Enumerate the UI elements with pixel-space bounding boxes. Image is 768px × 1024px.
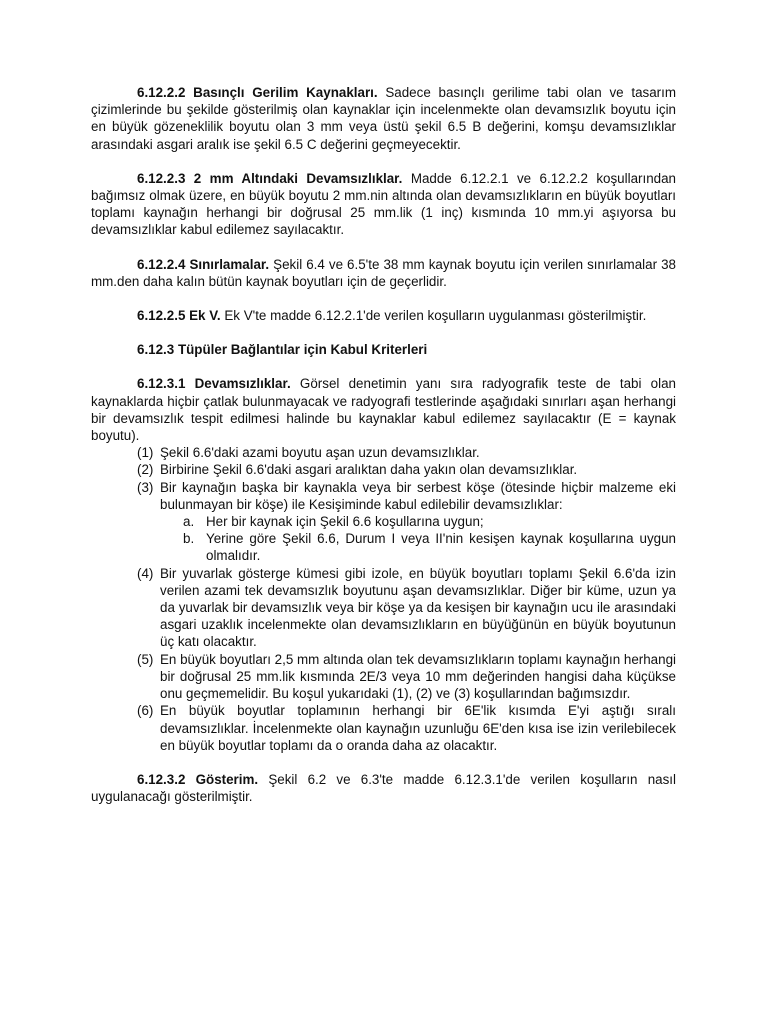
section-text: Görsel denetimin yanı sıra radyografik teste de tabi olan kaynaklarda hiçbir çatlak bulunmayacak ve radyografi testlerinde aşağıdaki sınırları aşan herhangi bir devamsızlık tespit edilmesi halinde bu kaynaklar kabul edilemez sayılacaktır (E = kaynak boyutu). (91, 376, 677, 444)
section-6-12-3-2 (91, 771, 676, 805)
section-heading: 6.12.3 Tüpüler Bağlantılar için Kabul Kriterleri (137, 342, 428, 358)
list-item-text: En büyük boyutları 2,5 mm altında olan tek devamsızlıkların toplamı kaynağın herhangi bir doğrusal 25 mm.lik kısmında 2E/3 veya 10 mm değerinden hangisi daha küçükse onu geçmemelidir. Bu koşul yukarıdaki (1), (2) ve (3) koşullarından bağımsızdır. (160, 651, 676, 702)
document-page (91, 84, 676, 822)
list-item (91, 651, 676, 703)
list-item (91, 444, 676, 461)
list-item-text: Bir yuvarlak gösterge kümesi gibi izole, en büyük boyutları toplamı Şekil 6.6'da izin verilen azami tek devamsızlık boyutunu aşan devamsızlıklar. Diğer bir küme, uzun ya da yuvarlak bir devamsızlık veya bir köşe ya da kesişen bir kaynağın ucu ile arasındaki asgari uzaklık incelenmekte olan devamsızlıkların en büyüğünün en büyük boyutunun üç katı olacaktır. (160, 565, 676, 650)
list-item-text: En büyük boyutlar toplamının herhangi bir 6E'lik kısımda E'yi aştığı sıralı devamsızlıklar. İncelenmekte olan kaynağın uzunluğu 6E'den kısa ise izin verilebilecek en büyük boyutlar toplamı da o oranda daha az olacaktır. (160, 703, 676, 753)
section-text: Ek V'te madde 6.12.2.1'de verilen koşulların uygulanması gösterilmiştir. (224, 308, 647, 324)
section-6-12-2-4 (91, 256, 676, 290)
section-heading: 6.12.3.2 Gösterim. (137, 771, 259, 787)
section-6-12-2-5 (91, 307, 676, 324)
sub-list-item-text: Her bir kaynak için Şekil 6.6 koşullarına uygun; (206, 514, 484, 530)
section-6-12-2-2 (91, 84, 676, 153)
section-heading: 6.12.2.2 Basınçlı Gerilim Kaynakları. (137, 85, 378, 100)
list-item (91, 461, 676, 478)
section-heading: 6.12.3.1 Devamsızlıklar. (137, 376, 291, 392)
list-item-number: (3) (137, 479, 154, 495)
section-heading: 6.12.2.5 Ek V. (137, 308, 221, 324)
list-item-number: (4) (137, 565, 154, 581)
list-item-text: Birbirine Şekil 6.6'daki asgari aralıktan daha yakın olan devamsızlıklar. (160, 462, 578, 478)
sub-list-item-letter: b. (183, 531, 195, 547)
sub-list-item-letter: a. (183, 514, 195, 530)
section-text: Şekil 6.4 ve 6.5'te 38 mm kaynak boyutu için verilen sınırlamalar 38 mm.den daha kalın bütün kaynak boyutları için de geçerlidir. (91, 256, 676, 289)
list-item-text: Bir kaynağın başka bir kaynakla veya bir serbest köşe (ötesinde hiçbir malzeme eki bulunmayan bir köşe) ile Kesişiminde kabul edilebilir devamsızlıklar: (160, 479, 676, 512)
list-item-number: (6) (137, 703, 154, 719)
list-item-number: (2) (137, 462, 154, 478)
section-text: Madde 6.12.2.1 ve 6.12.2.2 koşullarından bağımsız olmak üzere, en büyük boyutu 2 mm.nin altında olan devamsızlıkların en büyük boyutları toplamı kaynağın herhangi bir doğrusal 25 mm.lik (1 inç) kısmında 10 mm.yi aşıyorsa bu devamsızlıklar kabul edilemez sayılacaktır. (91, 170, 676, 238)
list-item (91, 702, 676, 754)
section-6-12-2-3 (91, 170, 676, 239)
sub-list-item-text: Yerine göre Şekil 6.6, Durum I veya II'nin kesişen kaynak koşullarına uygun olmalıdır. (206, 531, 676, 564)
section-heading: 6.12.2.3 2 mm Altındaki Devamsızlıklar. (137, 170, 403, 186)
list-item-number: (5) (137, 651, 154, 667)
list-item-text: Şekil 6.6'daki azami boyutu aşan uzun devamsızlıklar. (160, 445, 480, 461)
section-6-12-3 (91, 341, 676, 358)
section-text: Şekil 6.2 ve 6.3'te madde 6.12.3.1'de verilen koşulların nasıl uygulanacağı gösterilmiştir. (91, 771, 676, 805)
discontinuity-list (91, 444, 676, 754)
sub-list-item (160, 530, 676, 564)
section-6-12-3-1 (91, 375, 676, 444)
list-item (91, 565, 676, 651)
section-heading: 6.12.2.4 Sınırlamalar. (137, 256, 270, 272)
sub-list-item (160, 513, 676, 530)
list-item-number: (1) (137, 445, 154, 461)
section-text: Sadece basınçlı gerilime tabi olan ve tasarım çizimlerinde bu şekilde gösterilmiş olan kaynaklar için incelenmekte olan devamsızlık boyutu için en büyük gözeneklilik boyutu olan 3 mm veya üstü şekil 6.5 B değerini, komşu devamsızlıklar arasındaki asgari aralık ise şekil 6.5 C değerini geçmeyecektir. (91, 85, 676, 152)
sub-list (160, 513, 676, 565)
list-item (91, 479, 676, 565)
